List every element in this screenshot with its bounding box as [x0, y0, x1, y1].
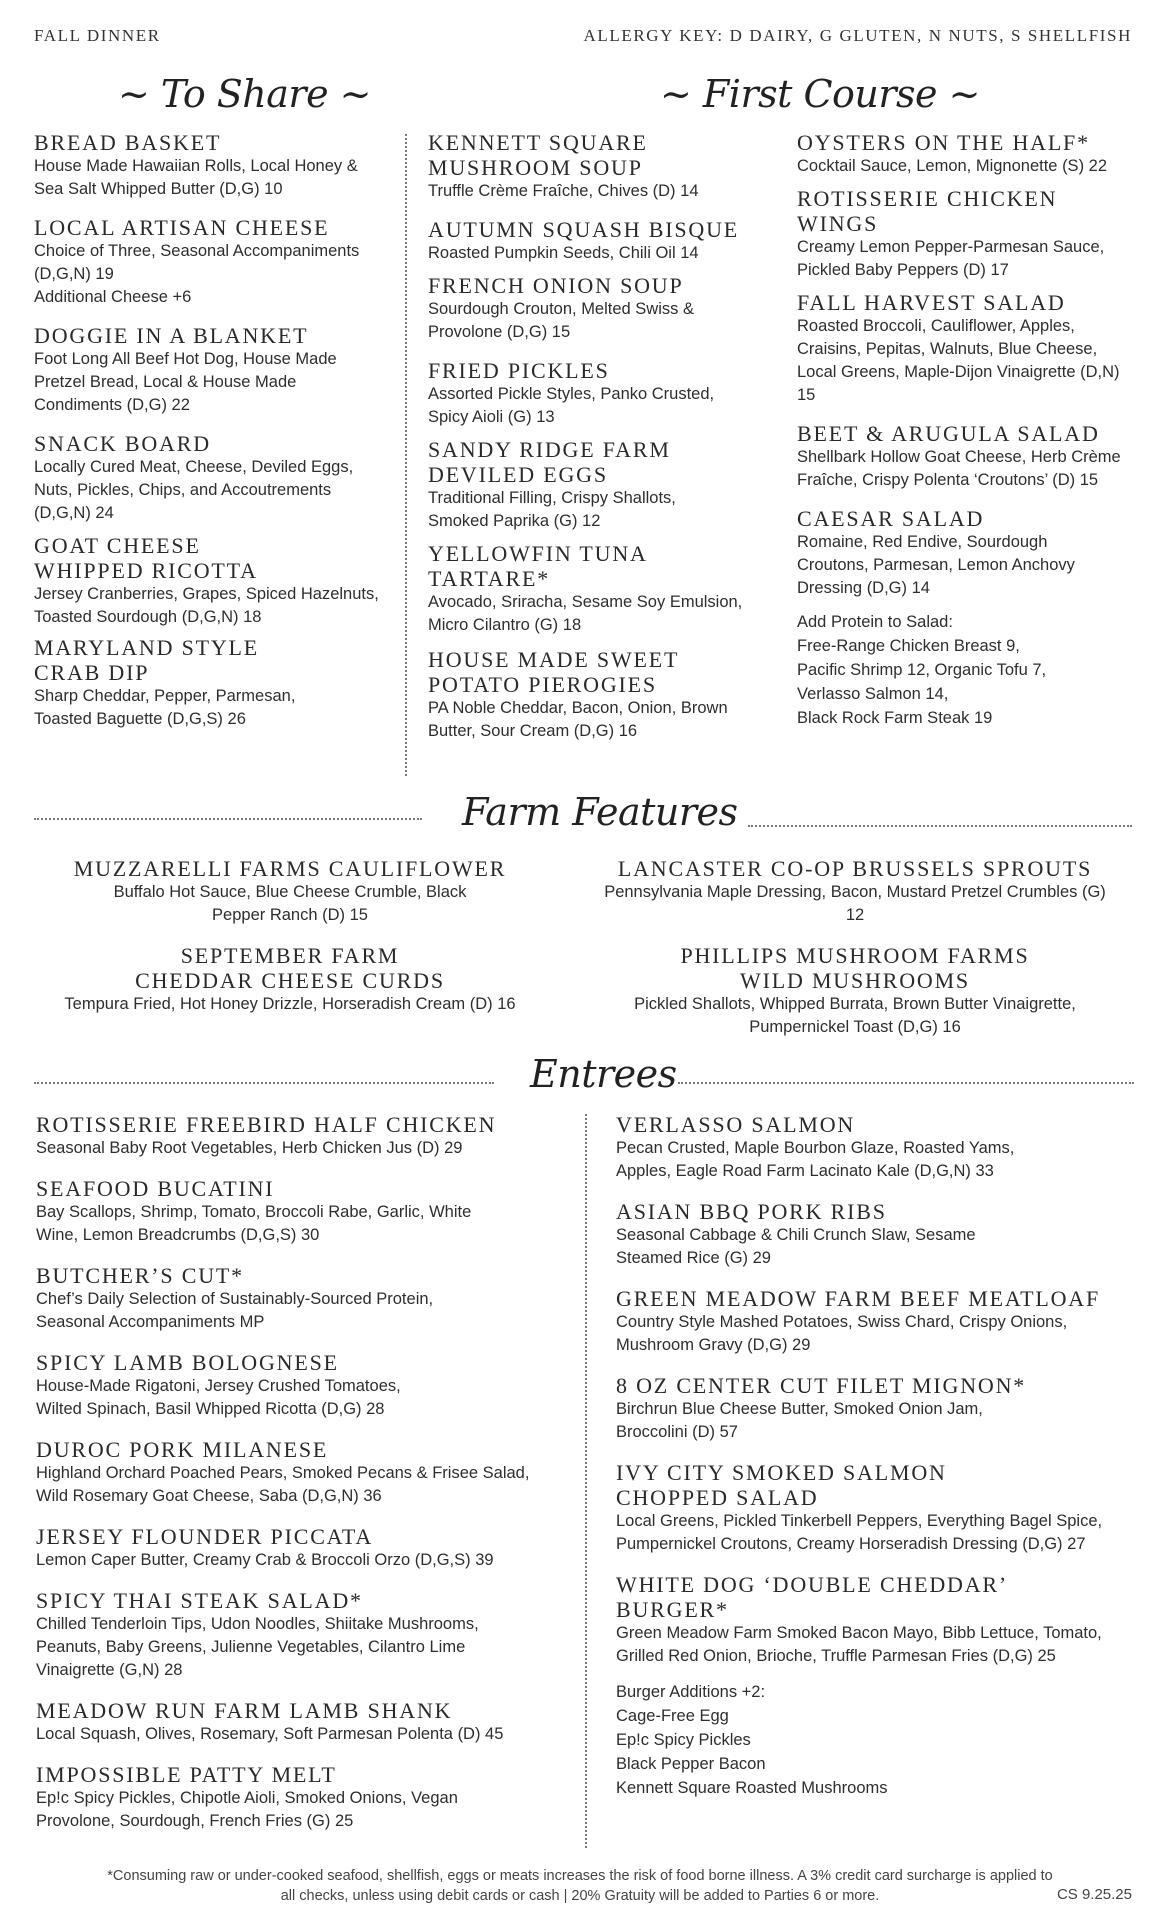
- section-title-first-course: ~ First Course ~: [660, 72, 980, 116]
- item-desc: Avocado, Sriracha, Sesame Soy Emulsion, Micro Cilantro (G) 18: [428, 593, 743, 634]
- item-name: ROTISSERIE FREEBIRD HALF CHICKEN: [36, 1112, 497, 1137]
- item-desc: Choice of Three, Seasonal Accompaniments (D,G,N) 19: [34, 242, 360, 283]
- item-name: DUROC PORK MILANESE: [36, 1437, 329, 1462]
- item-name: MARYLAND STYLE CRAB DIP: [34, 635, 260, 685]
- item-desc: Highland Orchard Poached Pears, Smoked Pecans & Frisee Salad, Wild Rosemary Goat Cheese, Saba (D,G,N) 36: [36, 1464, 530, 1505]
- item-name: FRIED PICKLES: [428, 358, 610, 383]
- item-name: CAESAR SALAD: [797, 506, 985, 531]
- menu-item: [797, 186, 1137, 282]
- item-name: BUTCHER’S CUT*: [36, 1263, 244, 1288]
- farm-features-right: [590, 856, 1120, 1053]
- menu-item: [428, 437, 780, 533]
- protein-line: Free-Range Chicken Breast 9,: [797, 637, 1020, 655]
- item-name: HOUSE MADE SWEET POTATO PIEROGIES: [428, 647, 679, 697]
- section-rule: [748, 825, 1132, 827]
- item-name: ASIAN BBQ PORK RIBS: [616, 1199, 887, 1224]
- menu-item: [36, 1524, 576, 1572]
- protein-title: Add Protein to Salad:: [797, 613, 953, 631]
- item-name: SEAFOOD BUCATINI: [36, 1176, 275, 1201]
- first-course-left-column: [428, 130, 780, 757]
- item-name: OYSTERS ON THE HALF*: [797, 130, 1090, 155]
- protein-line: Black Rock Farm Steak 19: [797, 709, 993, 727]
- item-desc: Ep!c Spicy Pickles, Chipotle Aioli, Smoked Onions, Vegan Provolone, Sourdough, French Fries (G) 25: [36, 1789, 458, 1830]
- item-name: GREEN MEADOW FARM BEEF MEATLOAF: [616, 1286, 1101, 1311]
- menu-item: [797, 130, 1137, 178]
- item-desc: Country Style Mashed Potatoes, Swiss Chard, Crispy Onions, Mushroom Gravy (D,G) 29: [616, 1313, 1068, 1354]
- item-name: MEADOW RUN FARM LAMB SHANK: [36, 1698, 453, 1723]
- item-name: JERSEY FLOUNDER PICCATA: [36, 1524, 374, 1549]
- item-desc: Cocktail Sauce, Lemon, Mignonette (S) 22: [797, 157, 1107, 175]
- item-desc: Jersey Cranberries, Grapes, Spiced Hazelnuts, Toasted Sourdough (D,G,N) 18: [34, 585, 379, 626]
- item-desc: Bay Scallops, Shrimp, Tomato, Broccoli Rabe, Garlic, White Wine, Lemon Breadcrumbs (D,G,S) 30: [36, 1203, 472, 1244]
- menu-item: [34, 323, 404, 417]
- item-name: IMPOSSIBLE PATTY MELT: [36, 1762, 337, 1787]
- menu-item: [428, 130, 780, 203]
- menu-item: [34, 533, 404, 629]
- column-divider: [585, 1114, 587, 1848]
- item-extra: Additional Cheese +6: [34, 288, 192, 306]
- item-desc: Local Greens, Pickled Tinkerbell Peppers, Everything Bagel Spice, Pumpernickel Croutons, Creamy Horseradish Dressing (D,G) 27: [616, 1512, 1103, 1553]
- item-desc: Lemon Caper Butter, Creamy Crab & Broccoli Orzo (D,G,S) 39: [36, 1551, 494, 1569]
- item-name: KENNETT SQUARE MUSHROOM SOUP: [428, 130, 648, 180]
- menu-item: [590, 943, 1120, 1039]
- item-desc: PA Noble Cheddar, Bacon, Onion, Brown Butter, Sour Cream (D,G) 16: [428, 699, 728, 740]
- item-desc: Creamy Lemon Pepper-Parmesan Sauce, Pickled Baby Peppers (D) 17: [797, 238, 1105, 279]
- item-name: LOCAL ARTISAN CHEESE: [34, 215, 330, 240]
- protein-line: Verlasso Salmon 14,: [797, 685, 949, 703]
- item-name: SNACK BOARD: [34, 431, 211, 456]
- section-title-entrees: Entrees: [530, 1052, 677, 1096]
- menu-item: [616, 1460, 1136, 1556]
- protein-addon: [797, 610, 1137, 730]
- menu-item: [428, 217, 780, 265]
- item-name: FALL HARVEST SALAD: [797, 290, 1066, 315]
- section-title-to-share: ~ To Share ~: [118, 72, 372, 116]
- section-rule: [678, 1082, 1134, 1084]
- item-name: WHITE DOG ‘DOUBLE CHEDDAR’ BURGER*: [616, 1572, 1007, 1622]
- protein-line: Pacific Shrimp 12, Organic Tofu 7,: [797, 661, 1047, 679]
- menu-item: [428, 273, 780, 344]
- item-name: 8 OZ CENTER CUT FILET MIGNON*: [616, 1373, 1027, 1398]
- entrees-right-column: [616, 1112, 1136, 1800]
- footer-disclaimer: *Consuming raw or under-cooked seafood, shellfish, eggs or meats increases the risk of food borne illness. A 3% credit card surcharge is applied to all checks, unless using debit cards or cash | 20% Gratuity will be added to Parties 6 or more.: [107, 1868, 1053, 1904]
- menu-title: FALL DINNER: [34, 26, 161, 45]
- menu-item: [616, 1286, 1136, 1357]
- burger-addition: Ep!c Spicy Pickles: [616, 1731, 751, 1749]
- column-divider: [405, 134, 407, 776]
- item-desc: Truffle Crème Fraîche, Chives (D) 14: [428, 182, 699, 200]
- item-desc: Seasonal Baby Root Vegetables, Herb Chicken Jus (D) 29: [36, 1139, 463, 1157]
- item-name: SANDY RIDGE FARM DEVILED EGGS: [428, 437, 671, 487]
- item-desc: Foot Long All Beef Hot Dog, House Made Pretzel Bread, Local & House Made Condiments (D,G) 22: [34, 350, 337, 414]
- menu-item: [40, 856, 540, 927]
- item-name: PHILLIPS MUSHROOM FARMS WILD MUSHROOMS: [680, 943, 1030, 993]
- entrees-left-column: [36, 1112, 576, 1847]
- section-rule: [34, 818, 422, 820]
- burger-additions: [616, 1680, 1136, 1800]
- menu-item: [616, 1112, 1136, 1183]
- menu-item: [36, 1263, 576, 1334]
- item-desc: Assorted Pickle Styles, Panko Crusted, Spicy Aioli (G) 13: [428, 385, 715, 426]
- menu-item: [36, 1698, 576, 1746]
- burger-additions-title: Burger Additions +2:: [616, 1683, 766, 1701]
- item-name: GOAT CHEESE WHIPPED RICOTTA: [34, 533, 258, 583]
- item-desc: Traditional Filling, Crispy Shallots, Smoked Paprika (G) 12: [428, 489, 676, 530]
- item-desc: Shellbark Hollow Goat Cheese, Herb Crème Fraîche, Crispy Polenta ‘Croutons’ (D) 15: [797, 448, 1121, 489]
- burger-addition: Kennett Square Roasted Mushrooms: [616, 1779, 888, 1797]
- menu-item: [36, 1437, 576, 1508]
- item-name: MUZZARELLI FARMS CAULIFLOWER: [73, 856, 507, 881]
- menu-item: [36, 1350, 576, 1421]
- item-desc: Green Meadow Farm Smoked Bacon Mayo, Bibb Lettuce, Tomato, Grilled Red Onion, Brioche, Truffle Parmesan Fries (D,G) 25: [616, 1624, 1102, 1665]
- section-title-farm-features: Farm Features: [462, 790, 738, 834]
- menu-item: [36, 1762, 576, 1833]
- first-course-right-column: [797, 130, 1137, 730]
- item-desc: Birchrun Blue Cheese Butter, Smoked Onion Jam, Broccolini (D) 57: [616, 1400, 983, 1441]
- item-name: BREAD BASKET: [34, 130, 222, 155]
- item-desc: Roasted Broccoli, Cauliflower, Apples, Craisins, Pepitas, Walnuts, Blue Cheese, Local Greens, Maple-Dijon Vinaigrette (D,N) 15: [797, 317, 1120, 404]
- to-share-column: [34, 130, 404, 745]
- item-desc: House-Made Rigatoni, Jersey Crushed Tomatoes, Wilted Spinach, Basil Whipped Ricotta (D,G) 28: [36, 1377, 401, 1418]
- item-name: SPICY THAI STEAK SALAD*: [36, 1588, 363, 1613]
- menu-item: [797, 421, 1137, 492]
- item-name: FRENCH ONION SOUP: [428, 273, 684, 298]
- item-name: SPICY LAMB BOLOGNESE: [36, 1350, 339, 1375]
- menu-item: [616, 1199, 1136, 1270]
- item-desc: Romaine, Red Endive, Sourdough Croutons, Parmesan, Lemon Anchovy Dressing (D,G) 14: [797, 533, 1075, 597]
- item-name: YELLOWFIN TUNA TARTARE*: [428, 541, 647, 591]
- menu-item: [36, 1176, 576, 1247]
- burger-addition: Black Pepper Bacon: [616, 1755, 766, 1773]
- menu-item: [36, 1112, 576, 1160]
- menu-item: [40, 943, 540, 1016]
- item-desc: Buffalo Hot Sauce, Blue Cheese Crumble, Black Pepper Ranch (D) 15: [113, 883, 467, 924]
- menu-item: [36, 1588, 576, 1682]
- menu-item: [428, 647, 780, 743]
- item-desc: Chef’s Daily Selection of Sustainably-Sourced Protein, Seasonal Accompaniments MP: [36, 1290, 434, 1331]
- item-desc: Pennsylvania Maple Dressing, Bacon, Mustard Pretzel Crumbles (G) 12: [604, 883, 1106, 924]
- menu-item: [34, 215, 404, 309]
- item-name: BEET & ARUGULA SALAD: [797, 421, 1100, 446]
- menu-item: [616, 1373, 1136, 1444]
- item-desc: Pickled Shallots, Whipped Burrata, Brown Butter Vinaigrette, Pumpernickel Toast (D,G) 16: [634, 995, 1076, 1036]
- section-rule: [34, 1082, 494, 1084]
- item-desc: Local Squash, Olives, Rosemary, Soft Parmesan Polenta (D) 45: [36, 1725, 504, 1743]
- item-desc: Locally Cured Meat, Cheese, Deviled Eggs, Nuts, Pickles, Chips, and Accoutrements (D,G,N) 24: [34, 458, 354, 522]
- menu-item: [34, 431, 404, 525]
- menu-header: [34, 26, 1132, 48]
- item-name: VERLASSO SALMON: [616, 1112, 856, 1137]
- farm-features-left: [40, 856, 540, 1030]
- item-desc: Roasted Pumpkin Seeds, Chili Oil 14: [428, 244, 699, 262]
- burger-addition: Cage-Free Egg: [616, 1707, 729, 1725]
- item-name: IVY CITY SMOKED SALMON CHOPPED SALAD: [616, 1460, 947, 1510]
- item-name: AUTUMN SQUASH BISQUE: [428, 217, 740, 242]
- menu-item: [616, 1572, 1136, 1668]
- menu-item: [428, 358, 780, 429]
- allergy-key: ALLERGY KEY: D DAIRY, G GLUTEN, N NUTS, S SHELLFISH: [583, 26, 1132, 45]
- item-desc: Chilled Tenderloin Tips, Udon Noodles, Shiitake Mushrooms, Peanuts, Baby Greens, Julienne Vegetables, Cilantro Lime Vinaigrette (G,N) 28: [36, 1615, 479, 1679]
- menu-item: [34, 635, 404, 731]
- item-desc: Sharp Cheddar, Pepper, Parmesan, Toasted Baguette (D,G,S) 26: [34, 687, 296, 728]
- item-name: ROTISSERIE CHICKEN WINGS: [797, 186, 1058, 236]
- item-name: LANCASTER CO-OP BRUSSELS SPROUTS: [617, 856, 1093, 881]
- menu-item: [428, 541, 780, 637]
- menu-item: [34, 130, 404, 201]
- item-desc: House Made Hawaiian Rolls, Local Honey & Sea Salt Whipped Butter (D,G) 10: [34, 157, 358, 198]
- menu-item: [590, 856, 1120, 927]
- item-desc: Tempura Fried, Hot Honey Drizzle, Horseradish Cream (D) 16: [64, 995, 516, 1013]
- item-desc: Seasonal Cabbage & Chili Crunch Slaw, Sesame Steamed Rice (G) 29: [616, 1226, 976, 1267]
- menu-code: CS 9.25.25: [1056, 1886, 1132, 1903]
- item-desc: Sourdough Crouton, Melted Swiss & Provolone (D,G) 15: [428, 300, 694, 341]
- menu-item: [797, 290, 1137, 407]
- item-name: SEPTEMBER FARM CHEDDAR CHEESE CURDS: [135, 943, 445, 993]
- item-name: DOGGIE IN A BLANKET: [34, 323, 309, 348]
- item-desc: Pecan Crusted, Maple Bourbon Glaze, Roasted Yams, Apples, Eagle Road Farm Lacinato Kale (D,G,N) 33: [616, 1139, 1015, 1180]
- menu-item: [797, 506, 1137, 600]
